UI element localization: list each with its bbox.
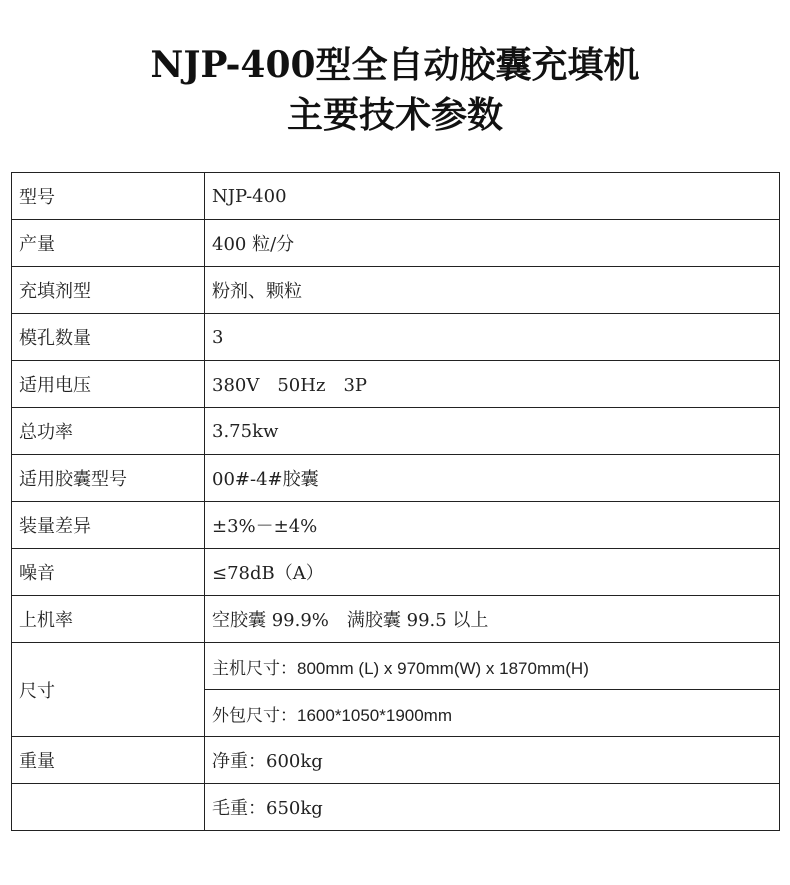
row-value-output: 400 粒/分 bbox=[205, 220, 780, 267]
table-row bbox=[12, 502, 780, 549]
row-value-model: NJP-400 bbox=[205, 173, 780, 220]
row-label-dosage-form: 充填剂型 bbox=[12, 267, 205, 314]
row-value-gross-weight: 毛重：650kg bbox=[205, 784, 780, 831]
row-value-fill-variance: ±3%－±4% bbox=[205, 502, 780, 549]
row-value-noise: ≤78dB（A） bbox=[205, 549, 780, 596]
row-value-dosage-form: 粉剂、颗粒 bbox=[205, 267, 780, 314]
row-value-power: 3.75kw bbox=[205, 408, 780, 455]
row-label-fill-variance: 装量差异 bbox=[12, 502, 205, 549]
row-label-power: 总功率 bbox=[12, 408, 205, 455]
row-label-model: 型号 bbox=[12, 173, 205, 220]
row-value-voltage: 380V 50Hz 3P bbox=[205, 361, 780, 408]
row-label-noise: 噪音 bbox=[12, 549, 205, 596]
table-row bbox=[12, 643, 780, 690]
row-value-main-dimensions: 主机尺寸：800mm (L) x 970mm(W) x 1870mm(H) bbox=[205, 643, 780, 690]
row-value-package-dimensions: 外包尺寸：1600*1050*1900mm bbox=[205, 690, 780, 737]
row-value-load-rate: 空胶囊 99.9% 满胶囊 99.5 以上 bbox=[205, 596, 780, 643]
row-label-bore-count: 模孔数量 bbox=[12, 314, 205, 361]
table-row bbox=[12, 267, 780, 314]
table-row bbox=[12, 408, 780, 455]
table-row bbox=[12, 220, 780, 267]
table-row bbox=[12, 361, 780, 408]
row-value-bore-count: 3 bbox=[205, 314, 780, 361]
page-title bbox=[0, 40, 790, 140]
title-line-2: 主要技术参数 bbox=[286, 94, 503, 136]
table-row bbox=[12, 549, 780, 596]
row-value-capsule-size: 00#-4#胶囊 bbox=[205, 455, 780, 502]
row-value-net-weight: 净重：600kg bbox=[205, 737, 780, 784]
row-label-dimensions: 尺寸 bbox=[12, 643, 205, 737]
row-label-load-rate: 上机率 bbox=[12, 596, 205, 643]
table-row bbox=[12, 173, 780, 220]
table-row bbox=[12, 314, 780, 361]
table-row bbox=[12, 455, 780, 502]
row-label-output: 产量 bbox=[12, 220, 205, 267]
spec-table bbox=[11, 172, 780, 831]
row-label-capsule-size: 适用胶囊型号 bbox=[12, 455, 205, 502]
table-row bbox=[12, 784, 780, 831]
table-row bbox=[12, 737, 780, 784]
table-row bbox=[12, 596, 780, 643]
row-label-weight: 重量 bbox=[12, 737, 205, 784]
row-label-voltage: 适用电压 bbox=[12, 361, 205, 408]
title-line-1: NJP-400型全自动胶囊充填机 bbox=[150, 44, 640, 86]
row-label-empty bbox=[12, 784, 205, 831]
